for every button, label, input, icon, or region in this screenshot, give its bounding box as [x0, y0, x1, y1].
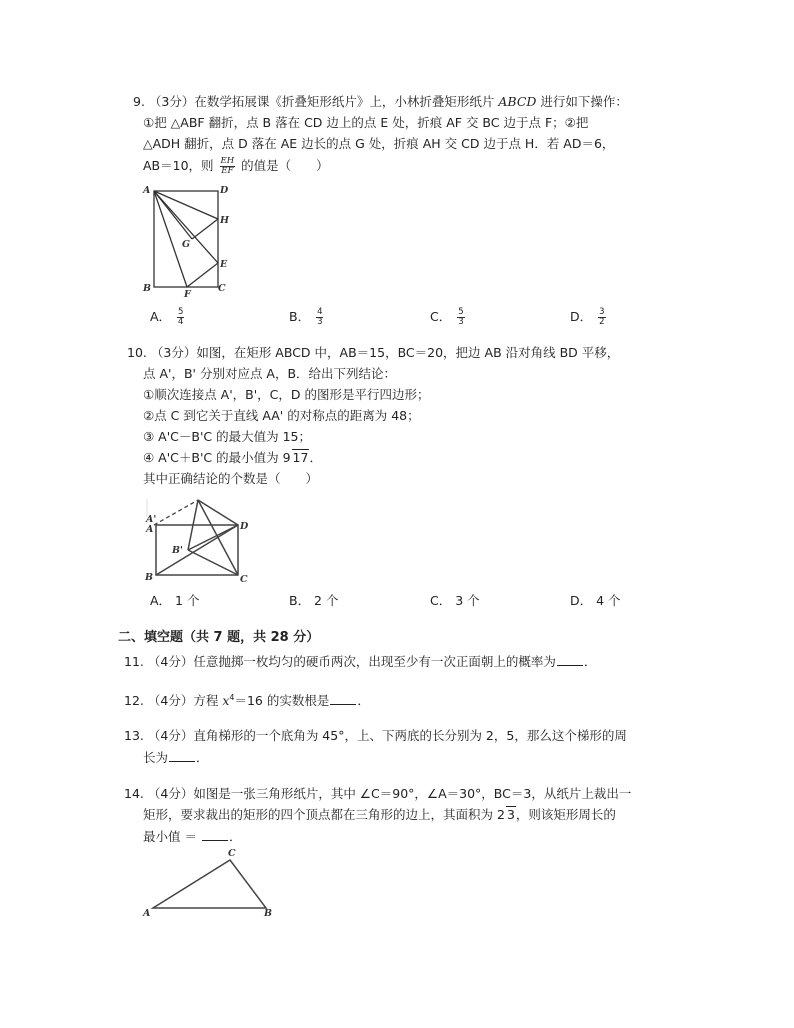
- q10-line1: [127, 345, 619, 361]
- q14-line2-pre: 矩形，要求裁出的矩形的四个顶点都在三角形的边上，其面积为 2: [143, 807, 505, 822]
- q10-label-a: A: [146, 524, 154, 535]
- q14-figure: [140, 846, 280, 926]
- q13-line1: [124, 728, 627, 744]
- q9-option-c-frac: [457, 308, 464, 327]
- q9-line4-post: 的值是（ ）: [241, 158, 329, 173]
- q9-line4-pre: AB＝10，则: [143, 158, 214, 173]
- q11-end: ．: [583, 654, 597, 669]
- q9-number: 9.: [133, 94, 145, 109]
- q14-label-c: C: [228, 848, 236, 859]
- q10-sqrt: 17: [292, 450, 309, 465]
- q10-label-a-prime: A': [146, 514, 157, 525]
- q14-line3: [143, 828, 241, 845]
- q10-label-c: C: [240, 574, 248, 585]
- q9-option-b-frac: [316, 308, 323, 327]
- q9-line1-var: ABCD: [498, 94, 537, 109]
- q12-exp: 4: [229, 693, 235, 702]
- q14-line1: [124, 786, 631, 802]
- q9-line1: [133, 94, 628, 110]
- q9-label-e: E: [220, 259, 228, 270]
- q10-line4: ②点 C 到它关于直线 AA' 的对称点的距离为 48；: [143, 408, 420, 423]
- q9-option-c-letter: C．: [430, 309, 452, 324]
- q9-line1-text: （3分）在数学拓展课《折叠矩形纸片》上，小林折叠矩形纸片: [148, 94, 495, 109]
- q10-option-d[interactable]: D． 4 个: [570, 593, 621, 608]
- q9-option-d-letter: D．: [570, 309, 593, 324]
- section-title: 二、填空题（共 7 题，共 28 分）: [118, 630, 320, 645]
- q9-option-b-letter: B．: [289, 309, 311, 324]
- q14-line2: [143, 807, 616, 823]
- q9-option-a-bot: 4: [178, 317, 184, 327]
- q9-option-c-bot: 3: [458, 317, 464, 327]
- q9-figure: [140, 183, 240, 303]
- q10-option-c[interactable]: C． 3 个: [430, 593, 480, 608]
- q11: [124, 653, 596, 670]
- q10-line3: ①顺次连接点 A'，B'，C，D 的图形是平行四边形；: [143, 387, 430, 402]
- q12-var: x: [222, 693, 230, 709]
- q9-option-b-bot: 3: [317, 317, 323, 327]
- q12: [124, 690, 370, 709]
- q9-label-b: B: [143, 283, 152, 294]
- q9-option-a-top: 5: [178, 307, 184, 317]
- q14-line1-text: （4分）如图是一张三角形纸片，其中 ∠C＝90°，∠A＝30°，BC＝3，从纸片上裁出一: [147, 786, 632, 801]
- q14-sqrt: 3: [506, 807, 515, 822]
- q9-line1-end: 进行如下操作：: [540, 94, 628, 109]
- q9-frac-top: EH: [220, 156, 235, 166]
- q12-end: ．: [357, 693, 370, 709]
- q10-label-b: B: [145, 572, 154, 583]
- q14-number: 14.: [124, 786, 144, 801]
- q10-line6-post: ．: [309, 450, 322, 465]
- q9-label-h: H: [220, 215, 229, 226]
- q12-number: 12.: [124, 693, 144, 709]
- q9-fraction: [220, 157, 236, 176]
- q12-post: ＝16 的实数根是: [234, 693, 330, 709]
- q13-end: ．: [196, 750, 209, 765]
- q14-line3-text: 最小值 ＝: [143, 829, 197, 844]
- q10-label-b-prime: B': [172, 545, 183, 556]
- q9-option-c[interactable]: [430, 308, 467, 327]
- q9-option-d-frac: [598, 308, 605, 327]
- q11-blank[interactable]: [557, 653, 583, 666]
- q9-option-b[interactable]: [289, 308, 325, 327]
- q10-label-d: D: [240, 521, 249, 532]
- q10-number: 10.: [127, 345, 147, 360]
- q13-number: 13.: [124, 728, 144, 743]
- q9-option-d-top: 3: [599, 307, 605, 317]
- q9-option-d[interactable]: [570, 308, 608, 327]
- q13-line2-text: 长为: [143, 750, 169, 765]
- q9-label-g: G: [182, 239, 191, 250]
- q10-option-a[interactable]: A． 1 个: [150, 593, 200, 608]
- q12-pre: （4分）方程: [147, 693, 223, 709]
- q13-blank[interactable]: [169, 749, 195, 762]
- q10-line6: [143, 450, 322, 466]
- q9-option-a-letter: A．: [150, 309, 172, 324]
- q10-figure: [140, 492, 250, 592]
- q9-frac-bot: EF: [221, 166, 234, 176]
- q13-line2: [143, 749, 209, 766]
- q9-option-b-top: 4: [317, 307, 323, 317]
- q9-line4: [143, 157, 329, 176]
- q14-line2-post: ，则该矩形周长的: [515, 807, 616, 822]
- q10-line1-text: （3分）如图，在矩形 ABCD 中，AB＝15，BC＝20，把边 AB 沿对角线 BD 平移，: [150, 345, 620, 360]
- q9-option-d-bot: 2: [599, 317, 605, 327]
- q9-option-a-frac: [177, 308, 184, 327]
- q10-option-b[interactable]: B． 2 个: [289, 593, 339, 608]
- q9-label-f: F: [184, 289, 191, 300]
- q9-option-a[interactable]: [150, 308, 186, 327]
- q14-blank[interactable]: [202, 828, 228, 841]
- q11-text: （4分）任意抛掷一枚均匀的硬币两次，出现至少有一次正面朝上的概率为: [147, 654, 556, 669]
- q10-line6-pre: ④ A'C＋B'C 的最小值为 9: [143, 450, 291, 465]
- q11-number: 11.: [124, 654, 144, 669]
- q9-label-d: D: [220, 185, 229, 196]
- q9-label-a: A: [143, 185, 151, 196]
- q9-line3: △ADH 翻折，点 D 落在 AE 边长的点 G 处，折痕 AH 交 CD 边于点 H．若 AD＝6，: [143, 136, 615, 151]
- q9-line2: ①把 △ABF 翻折，点 B 落在 CD 边上的点 E 处，折痕 AF 交 BC 边于点 F；②把: [143, 115, 589, 130]
- q13-line1-text: （4分）直角梯形的一个底角为 45°，上、下两底的长分别为 2，5，那么这个梯形的周: [147, 728, 627, 743]
- q9-label-c: C: [218, 283, 226, 294]
- q10-line7: 其中正确结论的个数是（ ）: [143, 471, 319, 486]
- q12-blank[interactable]: [330, 692, 356, 705]
- q9-option-c-top: 5: [458, 307, 464, 317]
- q10-line2: 点 A'，B' 分别对应点 A，B．给出下列结论：: [143, 366, 397, 381]
- q14-label-a: A: [143, 908, 151, 919]
- q14-label-b: B: [264, 908, 273, 919]
- q10-line5: ③ A'C－B'C 的最大值为 15；: [143, 429, 311, 444]
- q14-end: ．: [228, 829, 242, 844]
